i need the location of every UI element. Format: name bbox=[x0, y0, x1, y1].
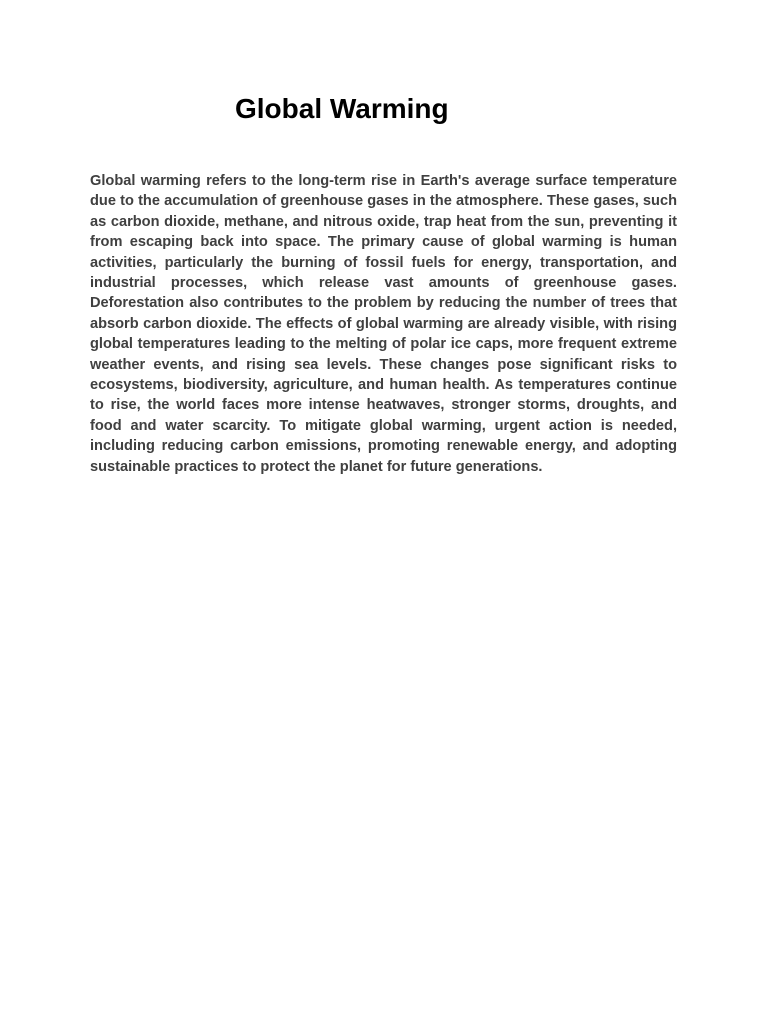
document-paragraph: Global warming refers to the long-term rise in Earth's average surface temperature due to the accumulation of greenhouse gases in the atmosphere. These gases, such as carbon dioxide, methane, and nitrous oxide, trap heat from the sun, preventing it from escaping back into space. The primary cause of global warming is human activities, particularly the burning of fossil fuels for energy, transportation, and industrial processes, which release vast amounts of greenhouse gases. Deforestation also contributes to the problem by reducing the number of trees that absorb carbon dioxide. The effects of global warming are already visible, with rising global temperatures leading to the melting of polar ice caps, more frequent extreme weather events, and rising sea levels. These changes pose significant risks to ecosystems, biodiversity, agriculture, and human health. As temperatures continue to rise, the world faces more intense heatwaves, stronger storms, droughts, and food and water scarcity. To mitigate global warming, urgent action is needed, including reducing carbon emissions, promoting renewable energy, and adopting sustainable practices to protect the planet for future generations. bbox=[90, 173, 677, 475]
document-title: Global Warming bbox=[235, 93, 449, 124]
